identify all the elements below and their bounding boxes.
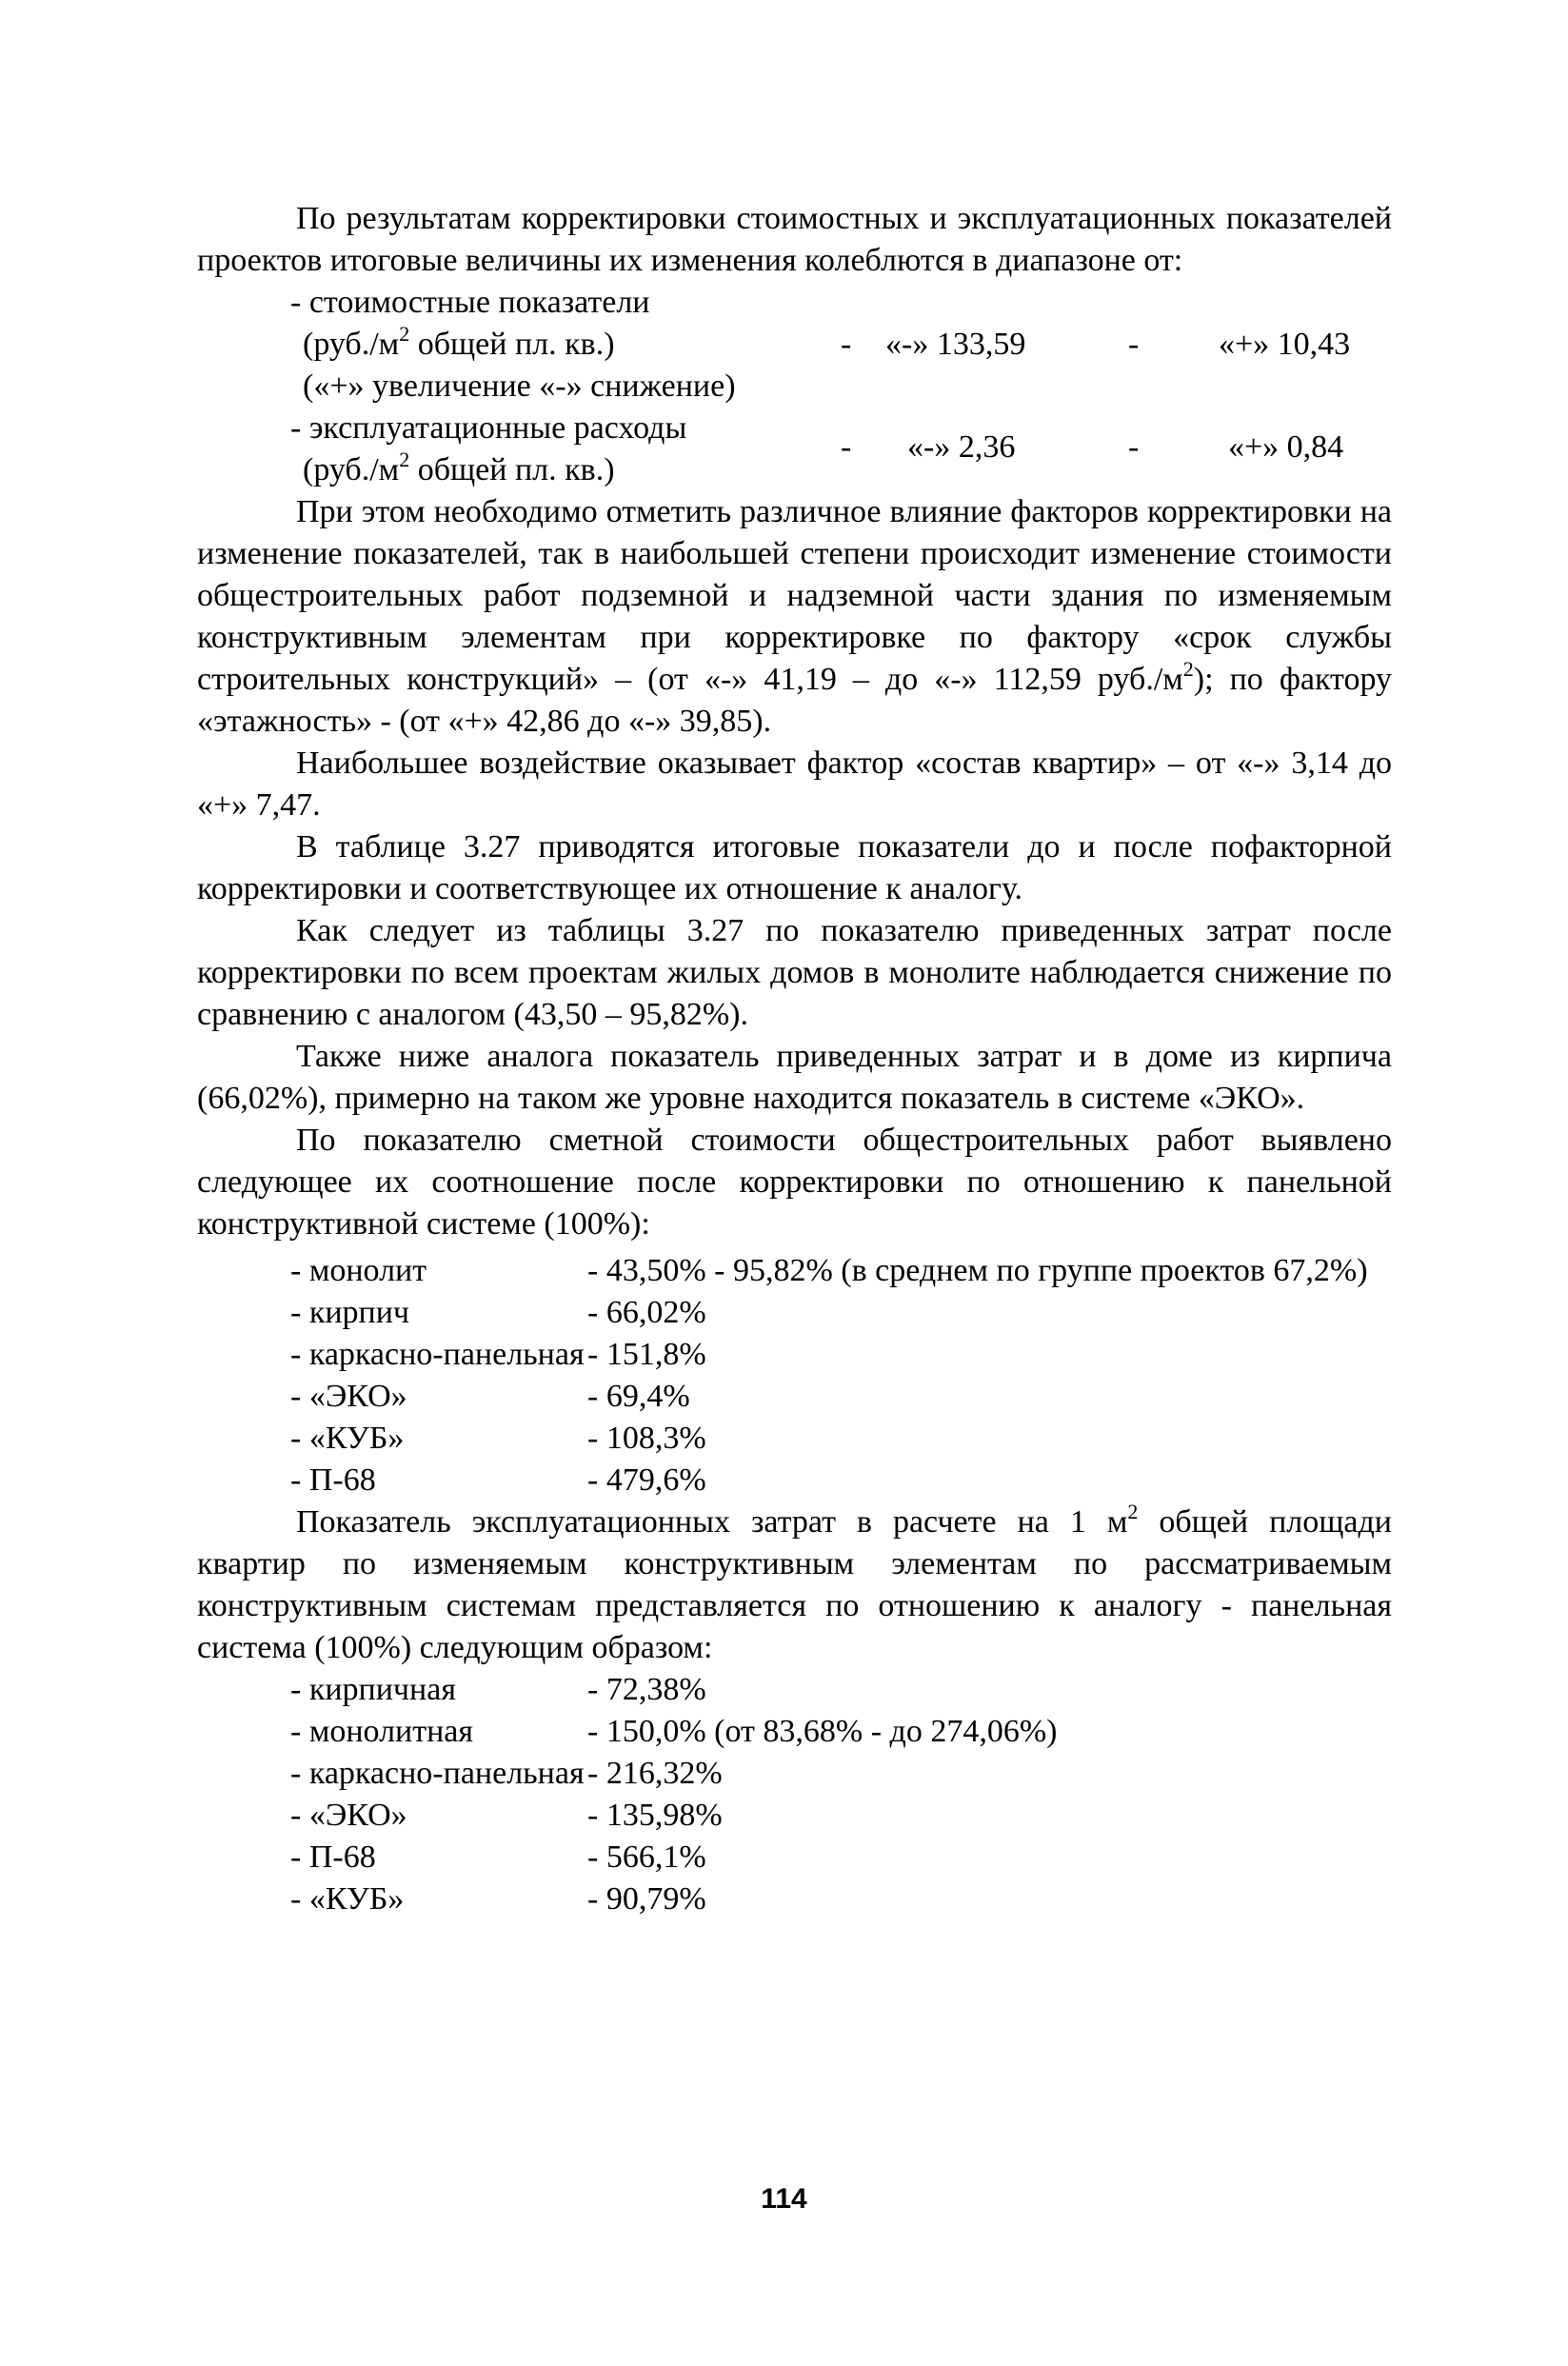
paragraph-factors-pre: При этом необходимо отметить различное влияние факторов корректировки на изменение показателей, так в наибольшей степени происходит изменение стоимости общестроительных работ подземной и надземной части здания по изменяемым конструктивным элементам при корректировке по фактору «срок службы строительных конструкций» – (от «-» 41,19 – до «-» 112,59 руб./м <box>197 494 1392 697</box>
list-item-name: - «ЭКО» <box>290 1798 407 1833</box>
list-item-value: - 151,8% <box>587 1337 706 1372</box>
cost-unit <box>303 324 615 366</box>
list-item-name: - «ЭКО» <box>290 1379 407 1414</box>
list-item-name: - кирпичная <box>290 1672 456 1707</box>
list-item-value: - 108,3% <box>587 1421 706 1456</box>
paragraph-monolith: Как следует из таблицы 3.27 по показателю приведенных затрат после корректировки по всем проектам жилых домов в монолите наблюдается снижение по сравнению с аналогом (43,50 – 95,82%). <box>197 913 1392 1032</box>
list-item-name: - монолит <box>290 1253 427 1288</box>
list-item-name: - «КУБ» <box>290 1881 405 1917</box>
ranges-block <box>290 282 1395 491</box>
list-item-value: - 69,4% <box>587 1379 690 1414</box>
list-item-value: - 566,1% <box>587 1839 706 1875</box>
oper-dash-1: - <box>841 429 852 465</box>
cost-dash-1: - <box>841 327 852 362</box>
list-item-name: - «КУБ» <box>290 1421 405 1456</box>
intro-paragraph: По результатам корректировки стоимостных и эксплуатационных показателей проектов итоговые величины их изменения колеблются в диапазоне от: <box>197 201 1392 278</box>
paragraph-operation-post: общей площади квартир по изменяемым конструктивным элементам по рассматриваемым конструктивным системам представляется по отношению к аналогу - панельная система (100%) следующим образом: <box>197 1504 1392 1665</box>
oper-title: - эксплуатационные расходы <box>290 410 687 446</box>
list-item-value: - 43,50% - 95,82% (в среднем по группе проектов 67,2%) <box>587 1253 1368 1288</box>
cost-unit-post: общей пл. кв.) <box>409 327 615 362</box>
operation-ratio-list <box>290 1669 1395 1920</box>
paragraph-brick: Также ниже аналога показатель приведенных затрат и в доме из кирпича (66,02%), примерно на таком же уровне находится показатель в системе «ЭКО». <box>197 1039 1392 1116</box>
oper-unit <box>303 449 615 491</box>
list-item-value: - 90,79% <box>587 1881 706 1917</box>
oper-max-value: «+» 0,84 <box>1228 429 1344 465</box>
paragraph-apartments: Наибольшее воздействие оказывает фактор «состав квартир» – от «-» 3,14 до «+» 7,47. <box>197 746 1392 823</box>
cost-note: («+» увеличение «-» снижение) <box>303 368 736 404</box>
paragraph-operation-sup: 2 <box>1127 1500 1139 1523</box>
intro-block <box>197 198 1392 282</box>
list-item-name: - монолитная <box>290 1714 474 1749</box>
paragraph-operation-pre: Показатель эксплуатационных затрат в расчете на 1 м <box>296 1504 1128 1540</box>
list-item-name: - П-68 <box>290 1462 376 1498</box>
oper-unit-pre: (руб./м <box>303 452 400 487</box>
cost-max-value: «+» 10,43 <box>1219 327 1351 362</box>
oper-min-value: «-» 2,36 <box>907 429 1016 465</box>
cost-dash-2: - <box>1128 327 1140 362</box>
list-item-name: - каркасно-панельная <box>290 1756 585 1791</box>
list-item-name: - кирпич <box>290 1295 410 1330</box>
oper-dash-2: - <box>1128 429 1140 465</box>
oper-unit-post: общей пл. кв.) <box>409 452 615 487</box>
paragraph-estimate: По показателю сметной стоимости общестроительных работ выявлено следующее их соотношение после корректировки по отношению к панельной конструктивной системе (100%): <box>197 1123 1392 1242</box>
cost-title: - стоимостные показатели <box>290 285 650 320</box>
page-number: 114 <box>761 2183 807 2215</box>
body-block <box>197 491 1392 1245</box>
paragraph-factors <box>197 491 1392 743</box>
list-item-value: - 72,38% <box>587 1672 706 1707</box>
list-item-value: - 135,98% <box>587 1798 723 1833</box>
operation-block <box>197 1501 1392 1669</box>
list-item-value: - 216,32% <box>587 1756 723 1791</box>
paragraph-table-ref: В таблице 3.27 приводятся итоговые показатели до и после пофакторной корректировки и соответствующее их отношение к аналогу. <box>197 829 1392 906</box>
list-item-value: - 479,6% <box>587 1462 706 1498</box>
paragraph-factors-sup: 2 <box>1182 657 1194 681</box>
list-item-name: - П-68 <box>290 1839 376 1875</box>
oper-unit-sup: 2 <box>399 447 410 471</box>
paragraph-operation <box>197 1501 1392 1669</box>
cost-ratio-list <box>290 1250 1395 1501</box>
paragraph-factors-post: ); по фактору «этажность» - (от «+» 42,86 до «-» 39,85). <box>197 662 1392 739</box>
cost-unit-pre: (руб./м <box>303 327 400 362</box>
cost-min-value: «-» 133,59 <box>885 327 1026 362</box>
list-item-name: - каркасно-панельная <box>290 1337 585 1372</box>
list-item-value: - 150,0% (от 83,68% - до 274,06%) <box>587 1714 1058 1749</box>
list-item-value: - 66,02% <box>587 1295 706 1330</box>
cost-unit-sup: 2 <box>399 322 410 346</box>
